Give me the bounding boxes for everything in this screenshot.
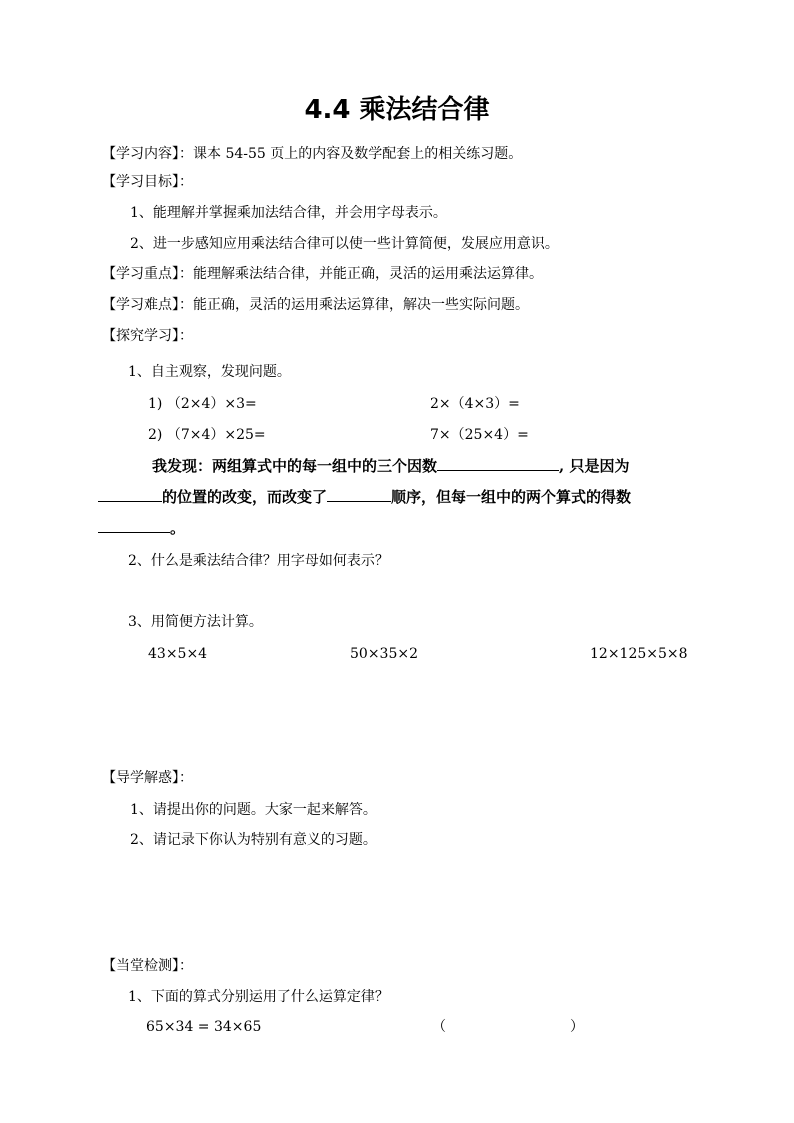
discovery-text: 的位置的改变，而改变了 <box>162 488 328 506</box>
discovery-text: 。 <box>170 519 186 537</box>
discovery-line-3 <box>98 518 185 538</box>
key-point: 【学习重点】：能理解乘法结合律，并能正确，灵活的运用乘法运算律。 <box>102 266 543 282</box>
guide-item: 2、请记录下你认为特别有意义的习题。 <box>130 832 377 848</box>
check-question-1: 1、下面的算式分别运用了什么运算定律？ <box>128 989 389 1005</box>
page-title: 4.4 乘法结合律 <box>304 95 490 125</box>
explore-heading: 【探究学习】： <box>102 328 193 344</box>
question-1: 1、自主观察，发现问题。 <box>128 364 291 380</box>
check-heading: 【当堂检测】： <box>102 958 193 974</box>
expression-right: 2×（4×3）= <box>430 396 520 412</box>
question-2: 2、什么是乘法结合律？用字母如何表示？ <box>128 553 389 569</box>
discovery-text: , 只是因为 <box>559 457 630 475</box>
objective-item: 2、进一步感知应用乘法结合律可以使一些计算简便，发展应用意识。 <box>130 236 559 252</box>
discovery-text: 顺序，但每一组中的两个算式的得数 <box>391 488 632 506</box>
calc-item: 50×35×2 <box>350 646 418 662</box>
discovery-line-2 <box>98 487 631 507</box>
objectives-heading: 【学习目标】： <box>102 174 193 190</box>
objective-item: 1、能理解并掌握乘加法结合律，并会用字母表示。 <box>130 205 447 221</box>
fill-blank[interactable] <box>437 456 559 471</box>
discovery-line-1 <box>152 456 629 476</box>
guide-heading: 【导学解惑】： <box>102 770 193 786</box>
check-expression: 65×34 = 34×65 <box>146 1019 262 1035</box>
fill-blank[interactable] <box>327 487 391 502</box>
answer-paren-close: ） <box>570 1019 584 1035</box>
calc-item: 12×125×5×8 <box>590 646 688 662</box>
difficulty: 【学习难点】：能正确，灵活的运用乘法运算律，解决一些实际问题。 <box>102 297 529 313</box>
learning-content: 【学习内容】：课本 54-55 页上的内容及数学配套上的相关练习题。 <box>102 146 523 162</box>
answer-paren-open: （ <box>432 1019 446 1035</box>
calc-item: 43×5×4 <box>148 646 208 662</box>
guide-item: 1、请提出你的问题。大家一起来解答。 <box>130 802 377 818</box>
fill-blank[interactable] <box>98 518 170 533</box>
expression-right: 7×（25×4）= <box>430 427 529 443</box>
expression-left: 2) （7×4）×25= <box>148 427 266 443</box>
fill-blank[interactable] <box>98 487 162 502</box>
question-3: 3、用简便方法计算。 <box>128 614 263 630</box>
expression-left: 1) （2×4）×3= <box>148 396 257 412</box>
discovery-text: 我发现：两组算式中的每一组中的三个因数 <box>152 457 438 475</box>
